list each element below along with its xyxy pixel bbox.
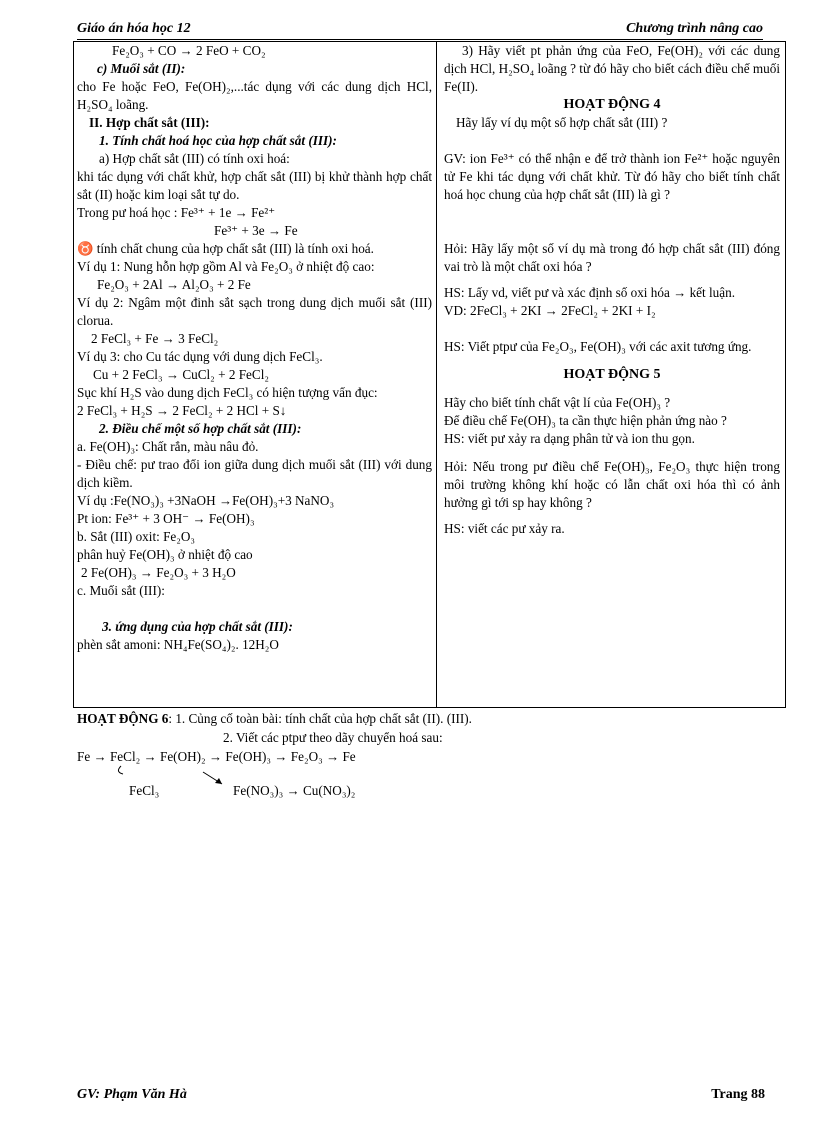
question: Để điều chế Fe(OH)₃ ta cần thực hiện phản ứng nào ? xyxy=(444,413,727,428)
paragraph: - Điều chế: pư trao đổi ion giữa dung dịch muối sắt (III) với dung dịch kiềm. xyxy=(77,457,432,490)
paragraph: HS: viết các pư xảy ra. xyxy=(444,521,565,536)
equation: Fe₂O₃ + 2Al → Al₂O₃ + 2 Fe xyxy=(97,277,251,292)
branch-arrow xyxy=(118,766,123,774)
equation: 2 FeCl₃ + H₂S → 2 FeCl₂ + 2 HCl + S↓ xyxy=(77,403,287,418)
page-header xyxy=(77,20,763,40)
activity-heading: HOẠT ĐỘNG 4 xyxy=(563,97,661,112)
subheading: c) Muối sắt (II): xyxy=(97,61,186,76)
paragraph: Ví dụ 3: cho Cu tác dụng với dung dịch FeCl₃. xyxy=(77,349,323,364)
paragraph: GV: ion Fe³⁺ có thể nhận e để trở thành ion Fe²⁺ hoặc nguyên tử Fe khi tác dụng với chất khử. Từ đó hãy cho biết tính chất hoá học chung của hợp chất sắt (III) là gì ? xyxy=(444,151,780,202)
activity-item: 2. Viết các ptpư theo dãy chuyển hoá sau: xyxy=(223,730,443,745)
page-number: Trang 88 xyxy=(711,1087,765,1102)
paragraph: Ví dụ 1: Nung hỗn hợp gồm Al và Fe₂O₃ ở nhiệt độ cao: xyxy=(77,259,375,274)
activity-item: : 1. Củng cố toàn bài: tính chất của hợp chất sắt (II). (III). xyxy=(168,711,472,726)
lesson-table xyxy=(73,41,786,708)
question: Hỏi: Nếu trong pư điều chế Fe(OH)₃, Fe₂O₃ thực hiện trong môi trường không khí hoặc có lẫn chất oxi hóa thì có ảnh hưởng gì tới sp hay không ? xyxy=(444,459,780,510)
paragraph: ♉ tính chất chung của hợp chất sắt (III) là tính oxi hoá. xyxy=(77,241,374,256)
header-title: Giáo án hóa học 12 xyxy=(77,21,191,36)
equation: 2 Fe(OH)₃ → Fe₂O₃ + 3 H₂O xyxy=(81,565,236,580)
paragraph: a. Fe(OH)₃: Chất rắn, màu nâu đỏ. xyxy=(77,439,259,454)
right-column xyxy=(444,42,780,538)
arrow-head xyxy=(215,778,222,784)
section-heading: II. Hợp chất sắt (III): xyxy=(89,115,210,130)
page-footer xyxy=(77,1086,765,1104)
activity-heading: HOẠT ĐỘNG 6 xyxy=(77,711,169,726)
chain-product: FeCl₃ xyxy=(129,783,160,798)
paragraph: b. Sắt (III) oxit: Fe₂O₃ xyxy=(77,529,195,544)
activity-heading: HOẠT ĐỘNG 5 xyxy=(563,367,661,382)
equation: VD: 2FeCl₃ + 2KI → 2FeCl₂ + 2KI + I₂ xyxy=(444,303,656,318)
paragraph: HS: Lấy vd, viết pư và xác định số oxi hóa → kết luận. xyxy=(444,285,735,300)
equation: Fe³⁺ + 3e → Fe xyxy=(214,223,298,238)
header-program: Chương trình nâng cao xyxy=(626,21,763,36)
equation: Pt ion: Fe³⁺ + 3 OH⁻ → Fe(OH)₃ xyxy=(77,511,255,526)
equation: Ví dụ :Fe(NO₃)₃ +3NaOH →Fe(OH)₃+3 NaNO₃ xyxy=(77,493,335,508)
column-divider xyxy=(436,42,437,707)
equation: Trong pư hoá học : Fe³⁺ + 1e → Fe²⁺ xyxy=(77,205,276,220)
section-heading: 2. Điều chế một số hợp chất sắt (III): xyxy=(99,421,302,436)
equation: Fe₂O₃ + CO → 2 FeO + CO₂ xyxy=(112,43,266,58)
section-heading: 1. Tính chất hoá học của hợp chất sắt (III): xyxy=(99,133,337,148)
teacher-name: GV: Phạm Văn Hà xyxy=(77,1087,187,1102)
equation: Cu + 2 FeCl₃ → CuCl₂ + 2 FeCl₂ xyxy=(93,367,269,382)
paragraph: HS: viết pư xảy ra dạng phân tử và ion thu gọn. xyxy=(444,431,695,446)
paragraph: HS: Viết ptpư của Fe₂O₃, Fe(OH)₃ với các axit tương ứng. xyxy=(444,339,752,354)
paragraph: phân huỷ Fe(OH)₃ ở nhiệt độ cao xyxy=(77,547,253,562)
question: Hỏi: Hãy lấy một số ví dụ mà trong đó hợp chất sắt (III) đóng vai trò là một chất oxi hóa ? xyxy=(444,241,780,274)
paragraph: c. Muối sắt (III): xyxy=(77,583,165,598)
paragraph: khi tác dụng với chất khử, hợp chất sắt (III) bị khử thành hợp chất sắt (II) hoặc kim loại sắt tự do. xyxy=(77,169,432,202)
paragraph: Ví dụ 2: Ngâm một đinh sắt sạch trong dung dịch muối sắt (III) clorua. xyxy=(77,295,432,328)
question: Hãy cho biết tính chất vật lí của Fe(OH)₃ ? xyxy=(444,395,671,410)
left-column xyxy=(77,42,432,654)
paragraph: Sục khí H₂S vào dung dịch FeCl₃ có hiện tượng vẩn đục: xyxy=(77,385,378,400)
section-heading: 3. ứng dụng của hợp chất sắt (III): xyxy=(102,619,293,634)
equation: 2 FeCl₃ + Fe → 3 FeCl₂ xyxy=(91,331,219,346)
question: Hãy lấy ví dụ một số hợp chất sắt (III) ? xyxy=(456,115,668,130)
chain-product: Fe(NO₃)₃ → Cu(NO₃)₂ xyxy=(233,783,356,798)
reaction-chain: Fe → FeCl₂ → Fe(OH)₂ → Fe(OH)₃ → Fe₂O₃ → Fe xyxy=(77,749,356,764)
subheading: a) Hợp chất sắt (III) có tính oxi hoá: xyxy=(99,151,290,166)
question: 3) Hãy viết pt phản ứng của FeO, Fe(OH)₂ với các dung dịch HCl, H₂SO₄ loãng ? từ đó hãy cho biết cách điều chế muối Fe(II). xyxy=(444,43,780,94)
paragraph: phèn sắt amoni: NH₄Fe(SO₄)₂. 12H₂O xyxy=(77,637,279,652)
paragraph: cho Fe hoặc FeO, Fe(OH)₂,...tác dụng với các dung dịch HCl, H₂SO₄ loãng. xyxy=(77,79,432,112)
